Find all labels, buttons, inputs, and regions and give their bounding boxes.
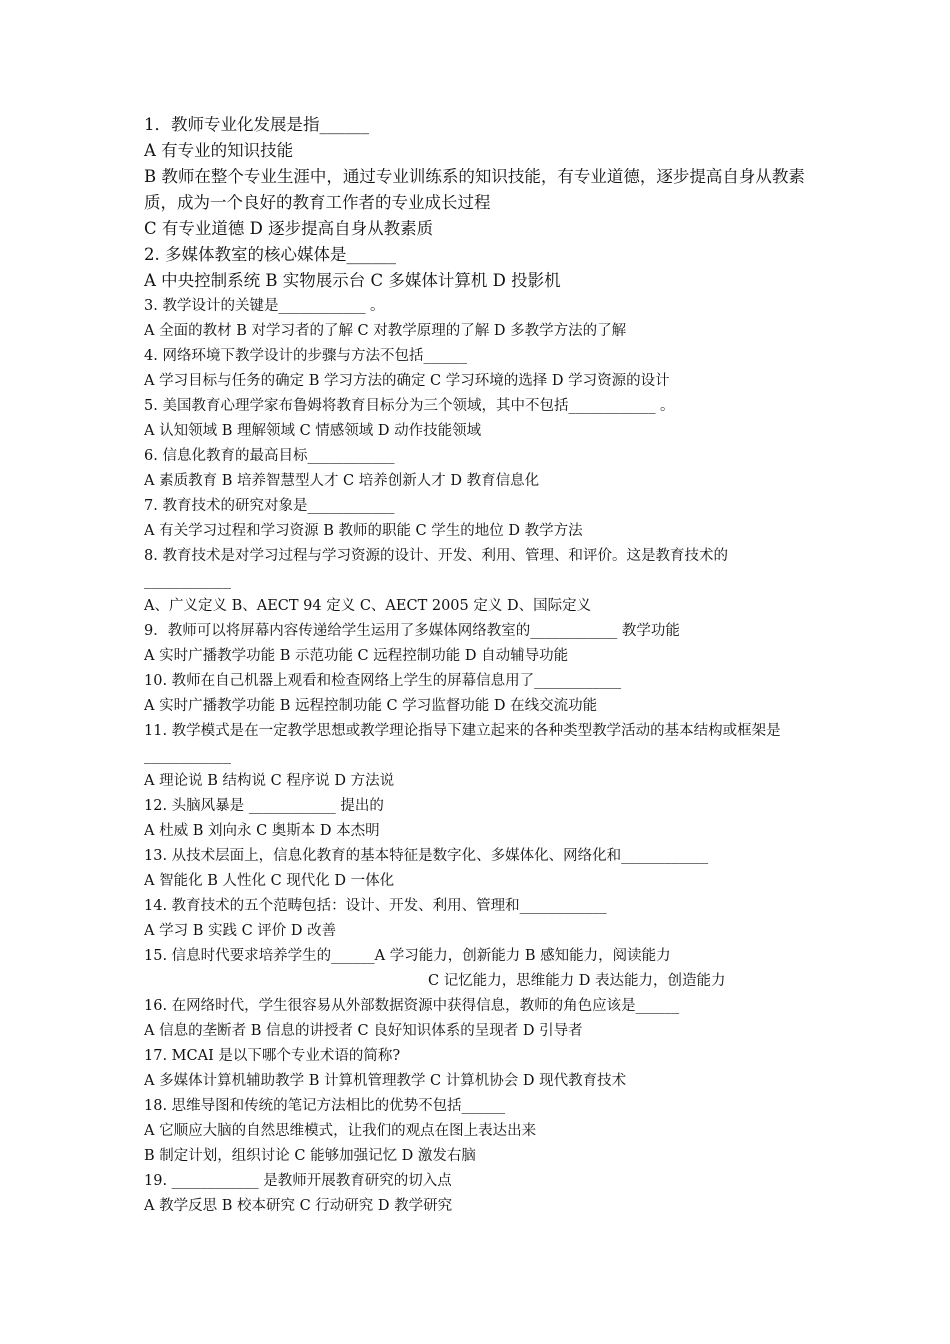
question-stem: 8. 教育技术是对学习过程与学习资源的设计、开发、利用、管理、和评价。这是教育技术的____________ [144,548,728,589]
question-block [144,844,814,894]
question-stem: 13. 从技术层面上，信息化教育的基本特征是数字化、多媒体化、网络化和____________ [144,848,709,864]
question-block [144,494,814,544]
answer-options: A 中央控制系统 B 实物展示台 C 多媒体计算机 D 投影机 [144,271,561,290]
answer-options: A 认知领域 B 理解领域 C 情感领域 D 动作技能领域 [144,423,482,439]
answer-options: A 智能化 B 人性化 C 现代化 D 一体化 [144,873,395,889]
question-block [144,719,814,794]
question-stem: 17. MCAI 是以下哪个专业术语的简称? [144,1048,401,1064]
question-stem: 5. 美国教育心理学家布鲁姆将教育目标分为三个领域，其中不包括____________ 。 [144,398,675,414]
question-block [144,294,814,344]
question-block [144,444,814,494]
question-block [144,112,814,242]
question-stem: 14. 教育技术的五个范畴包括：设计、开发、利用、管理和____________ [144,898,607,914]
answer-options: A 多媒体计算机辅助教学 B 计算机管理教学 C 计算机协会 D 现代教育技术 [144,1073,627,1089]
answer-options: A 学习 B 实践 C 评价 D 改善 [144,923,337,939]
question-block [144,669,814,719]
answer-options: A 学习目标与任务的确定 B 学习方法的确定 C 学习环境的选择 D 学习资源的设计 [144,373,670,389]
question-block [144,994,814,1044]
question-stem: 19. ____________ 是教师开展教育研究的切入点 [144,1173,452,1189]
question-block [144,944,814,994]
answer-options: A 信息的垄断者 B 信息的讲授者 C 良好知识体系的呈现者 D 引导者 [144,1023,583,1039]
answer-options: A 理论说 B 结构说 C 程序说 D 方法说 [144,773,395,789]
question-stem: 1．教师专业化发展是指______ [144,115,369,134]
question-block [144,619,814,669]
question-stem: 12. 头脑风暴是 ____________ 提出的 [144,798,384,814]
question-list [144,112,814,1219]
answer-options: A 全面的教材 B 对学习者的了解 C 对教学原理的了解 D 多教学方法的了解 [144,323,627,339]
answer-options: A、广义定义 B、AECT 94 定义 C、AECT 2005 定义 D、国际定义 [144,598,592,614]
question-block [144,344,814,394]
question-block [144,242,814,294]
answer-options: A 实时广播教学功能 B 远程控制功能 C 学习监督功能 D 在线交流功能 [144,698,598,714]
question-block [144,794,814,844]
question-stem: 15. 信息时代要求培养学生的______A 学习能力，创新能力 B 感知能力，阅读能力 [144,948,671,964]
answer-options: A 有专业的知识技能 [144,141,294,160]
answer-options: A 实时广播教学功能 B 示范功能 C 远程控制功能 D 自动辅导功能 [144,648,569,664]
question-block [144,1169,814,1219]
answer-options: C 记忆能力，思维能力 D 表达能力，创造能力 [428,973,726,989]
question-stem: 9．教师可以将屏幕内容传递给学生运用了多媒体网络教室的____________ 教学功能 [144,623,680,639]
question-block [144,894,814,944]
question-stem: 4. 网络环境下教学设计的步骤与方法不包括______ [144,348,467,364]
answer-options: A 有关学习过程和学习资源 B 教师的职能 C 学生的地位 D 教学方法 [144,523,583,539]
question-stem: 16. 在网络时代，学生很容易从外部数据资源中获得信息，教师的角色应该是______ [144,998,680,1014]
question-stem: 3. 教学设计的关键是____________ 。 [144,298,385,314]
question-stem: 6. 信息化教育的最高目标____________ [144,448,395,464]
question-block [144,1094,814,1169]
answer-options: A 素质教育 B 培养智慧型人才 C 培养创新人才 D 教育信息化 [144,473,540,489]
question-stem: 7. 教育技术的研究对象是____________ [144,498,395,514]
question-block [144,544,814,619]
answer-options: A 杜威 B 刘向永 C 奥斯本 D 本杰明 [144,823,380,839]
answer-options: B 教师在整个专业生涯中，通过专业训练系的知识技能，有专业道德，逐步提高自身从教素质，成为一个良好的教育工作者的专业成长过程 [144,167,805,212]
answer-options: B 制定计划，组织讨论 C 能够加强记忆 D 激发右脑 [144,1148,476,1164]
answer-options: A 教学反思 B 校本研究 C 行动研究 D 教学研究 [144,1198,453,1214]
answer-options: A 它顺应大脑的自然思维模式，让我们的观点在图上表达出来 [144,1123,537,1139]
question-stem: 11. 教学模式是在一定教学思想或教学理论指导下建立起来的各种类型教学活动的基本结构或框架是____________ [144,723,781,764]
question-block [144,1044,814,1094]
question-stem: 2. 多媒体教室的核心媒体是______ [144,245,396,264]
question-block [144,394,814,444]
answer-options: C 有专业道德 D 逐步提高自身从教素质 [144,219,434,238]
question-stem: 18. 思维导图和传统的笔记方法相比的优势不包括______ [144,1098,506,1114]
question-stem: 10. 教师在自己机器上观看和检查网络上学生的屏幕信息用了____________ [144,673,622,689]
